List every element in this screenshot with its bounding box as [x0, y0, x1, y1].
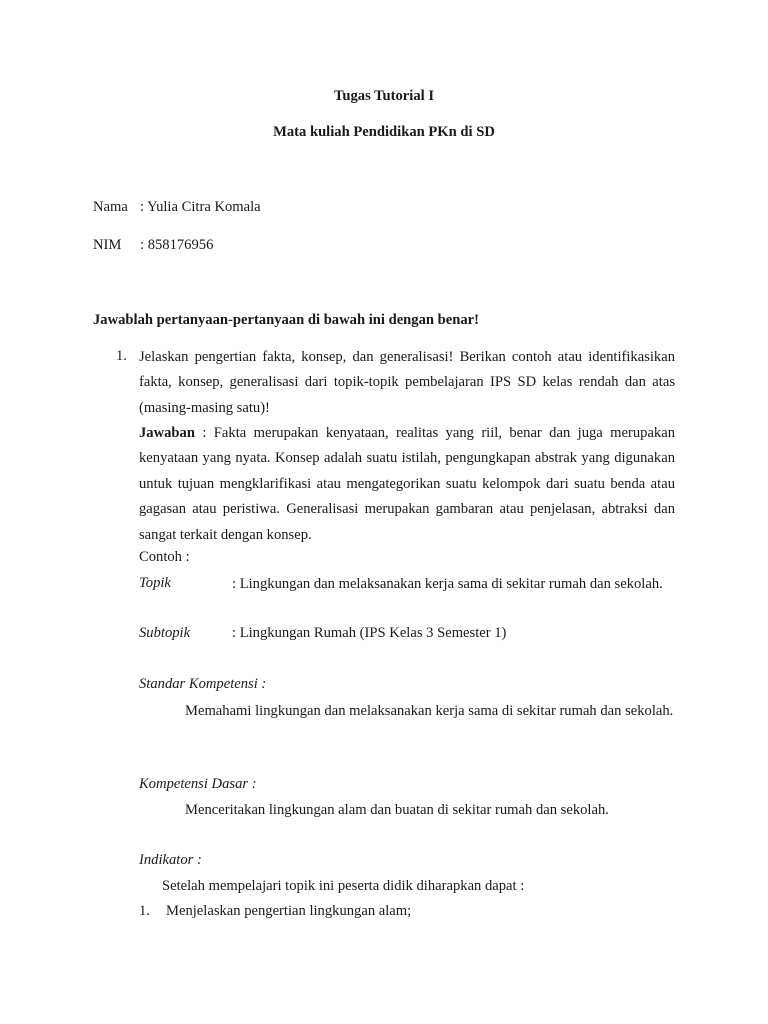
- subtopik-value: : Lingkungan Rumah (IPS Kelas 3 Semester 1): [232, 625, 507, 641]
- document-title: Tugas Tutorial I: [333, 88, 435, 104]
- nama-value: : Yulia Citra Komala: [140, 199, 261, 215]
- question-text: Jelaskan pengertian fakta, konsep, dan generalisasi! Berikan contoh atau identifikasikan fakta, konsep, generalisasi dari topik-topik pembelajaran IPS SD kelas rendah dan atas (masing-masing satu)!: [139, 349, 675, 416]
- question-number: 1.: [116, 348, 127, 364]
- answer-label: Jawaban: [139, 425, 195, 441]
- nama-label: Nama: [93, 199, 128, 215]
- topik-value: : Lingkungan dan melaksanakan kerja sama di sekitar rumah dan sekolah.: [232, 576, 663, 592]
- answer-paragraph: [139, 421, 675, 548]
- nim-value: : 858176956: [140, 237, 214, 253]
- contoh-label: Contoh :: [139, 549, 190, 565]
- indikator-intro: Setelah mempelajari topik ini peserta didik diharapkan dapat :: [162, 878, 525, 894]
- nim-label: NIM: [93, 237, 122, 253]
- document-subtitle: Mata kuliah Pendidikan PKn di SD: [273, 124, 495, 140]
- topik-label: Topik: [139, 575, 171, 591]
- answer-text: : Fakta merupakan kenyataan, realitas yang riil, benar dan juga merupakan kenyataan yang nyata. Konsep adalah suatu istilah, pengungkapan abstrak yang digunakan untuk tujuan mengklarifikasi atau mengategorikan suatu kelompok dari suatu benda atau gagasan atau peristiwa. Generalisasi merupakan gambaran atau penjelasan, abtraksi dan sangat terkait dengan konsep.: [139, 425, 675, 543]
- kompetensi-dasar-label: Kompetensi Dasar :: [139, 776, 257, 792]
- instruction: Jawablah pertanyaan-pertanyaan di bawah ini dengan benar!: [93, 312, 479, 328]
- indikator-item-number: 1.: [139, 903, 150, 919]
- subtopik-label: Subtopik: [139, 625, 191, 641]
- indikator-label: Indikator :: [139, 852, 202, 868]
- kompetensi-dasar-text: Menceritakan lingkungan alam dan buatan di sekitar rumah dan sekolah.: [185, 802, 609, 818]
- standar-kompetensi-label: Standar Kompetensi :: [139, 676, 267, 692]
- indikator-item-text: Menjelaskan pengertian lingkungan alam;: [166, 903, 412, 919]
- standar-kompetensi-text: Memahami lingkungan dan melaksanakan kerja sama di sekitar rumah dan sekolah.: [185, 703, 674, 719]
